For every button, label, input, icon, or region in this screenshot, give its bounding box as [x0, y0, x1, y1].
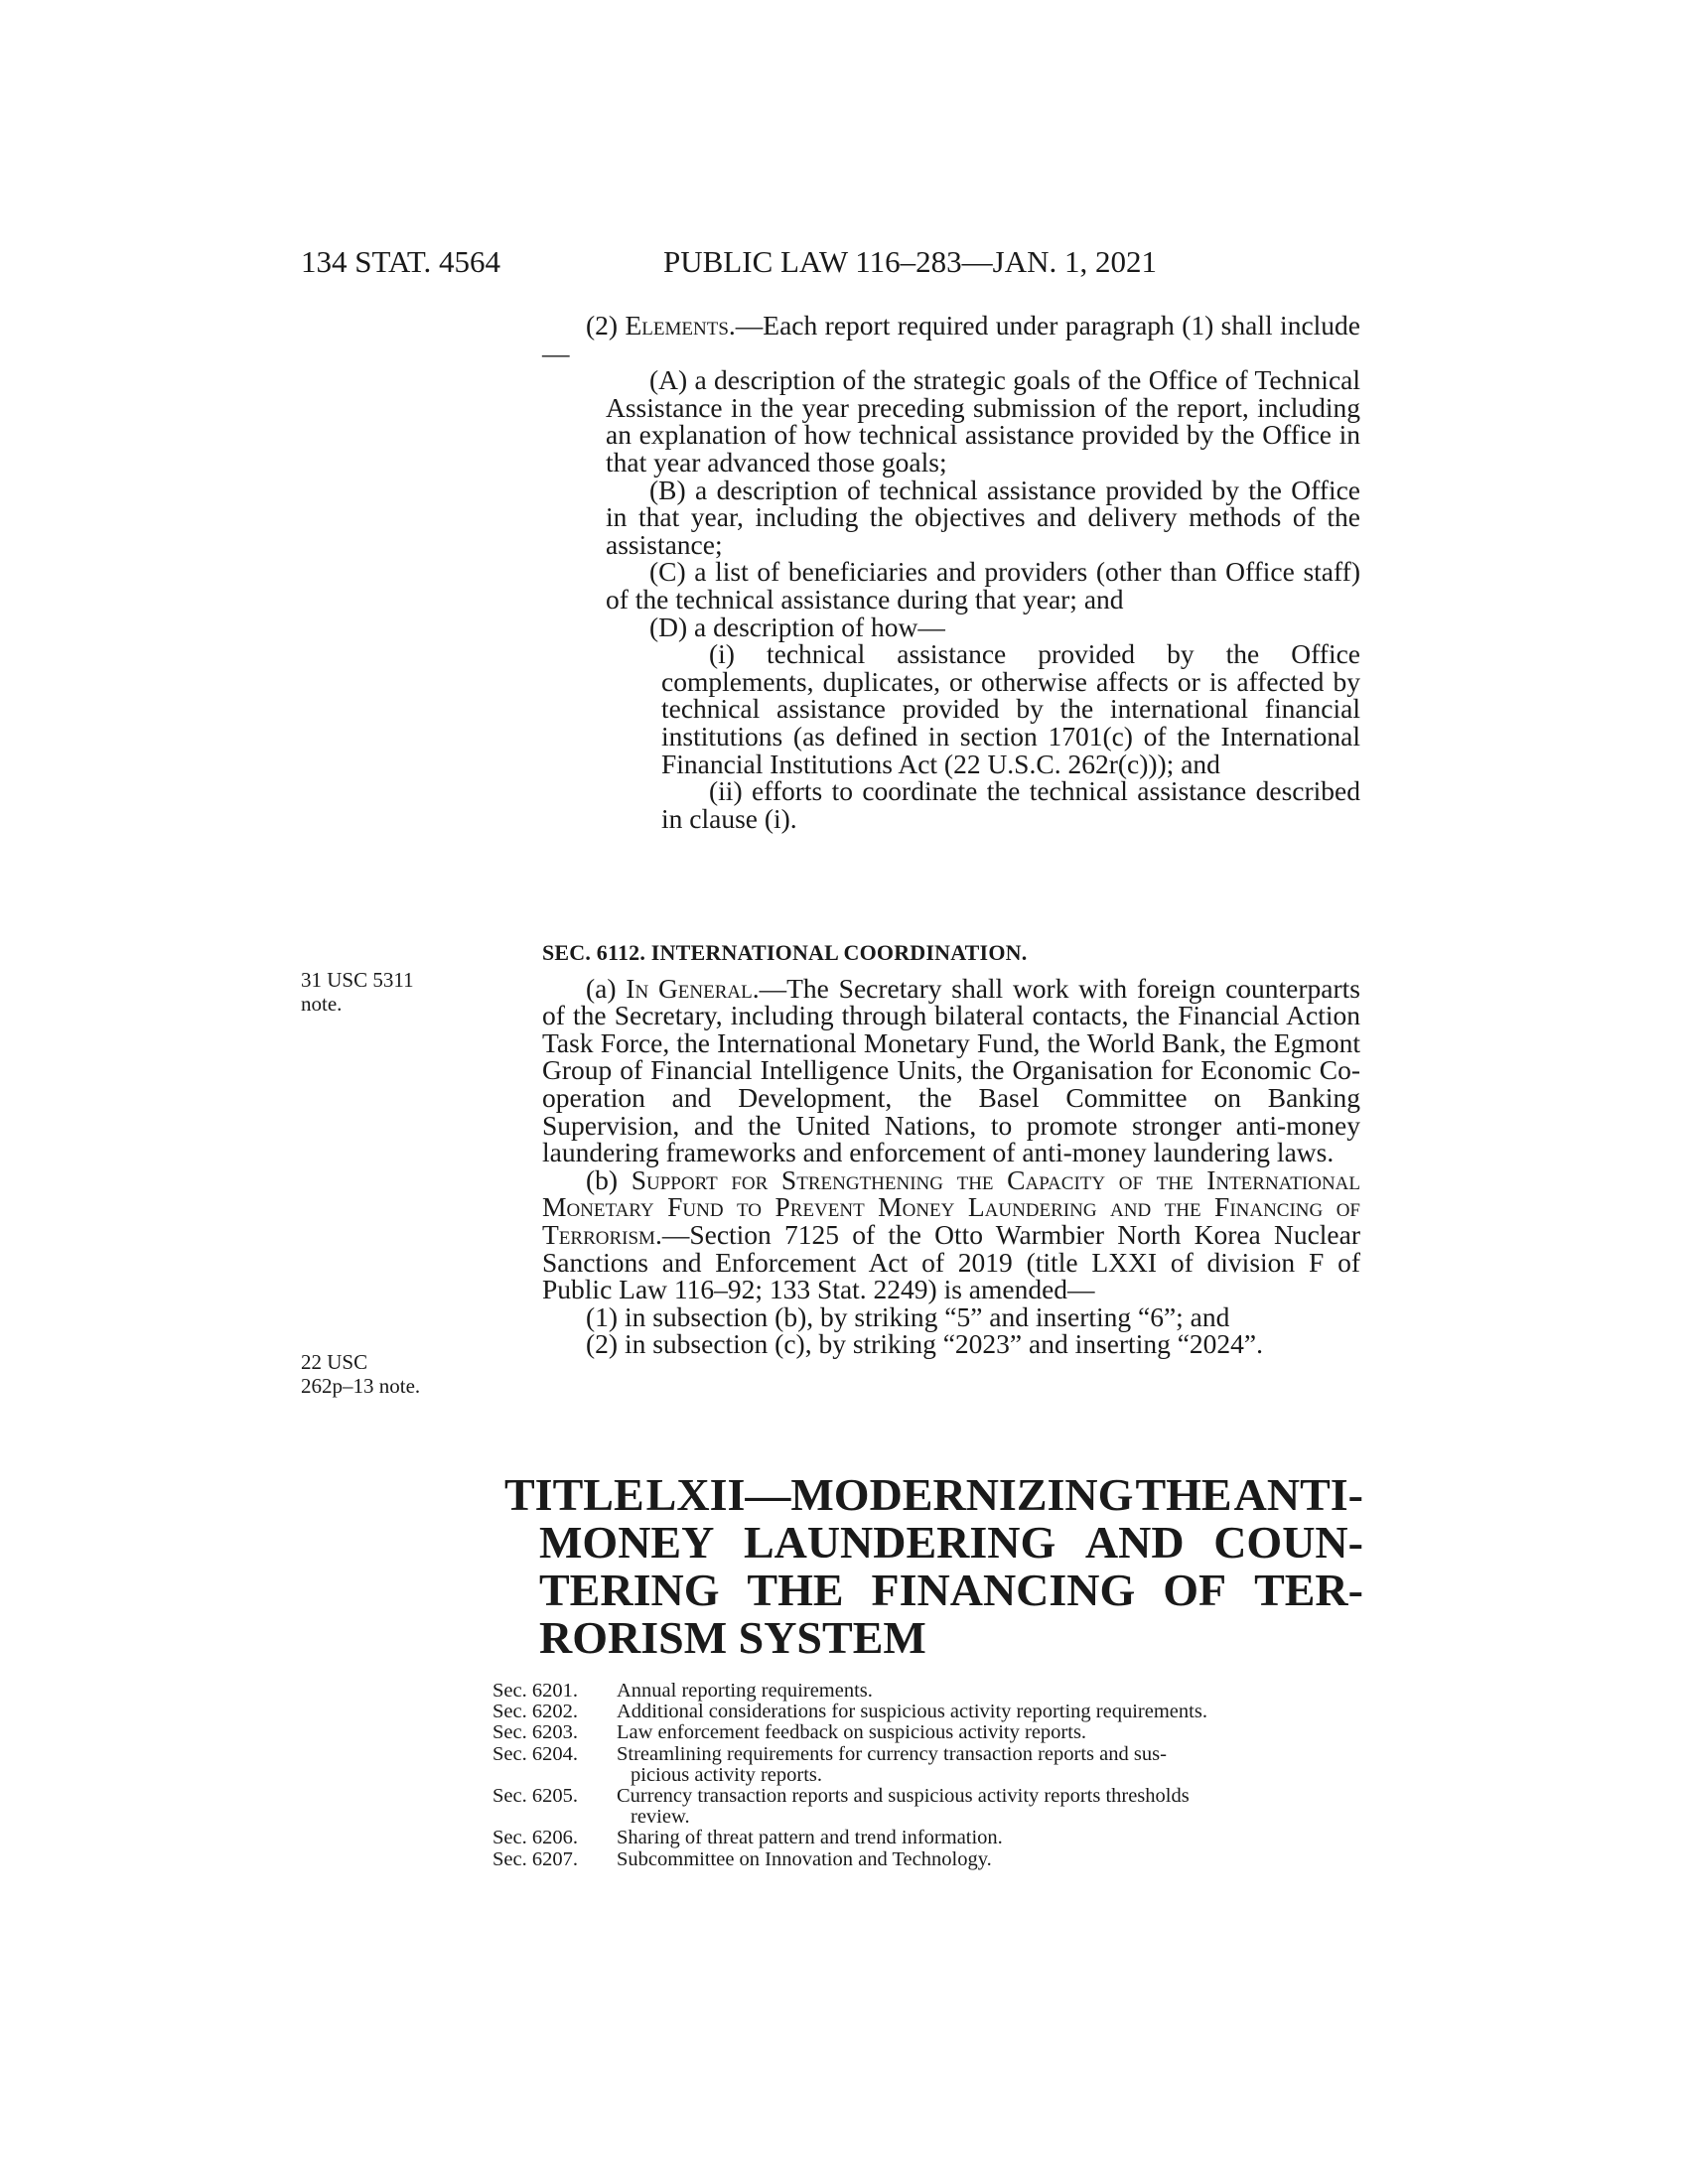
toc-entry — [492, 1681, 1362, 1702]
toc-entry — [492, 1744, 1362, 1786]
toc-section-title: Law enforcement feedback on suspicious activity reports. — [617, 1721, 1087, 1744]
elements-heading: Elements — [625, 310, 729, 341]
title-word: LAUNDERING — [743, 1517, 1056, 1568]
subsection-a: (a) In General.—The Secretary shall work with foreign counterparts of the Secretary, including through bilateral contacts, the Financial Action Task Force, the International Monetary Fund, the World Bank, the Egmont Group of Financial Intelligence Units, the Organisation for Economic Co-operation and Development, the Basel Committee on Banking Supervision, and the United Nations, to promote stronger anti-money laundering frameworks and enforcement of anti-money laundering laws. — [542, 972, 1360, 1168]
toc-section-number: Sec. 6203. — [492, 1721, 578, 1744]
title-word: THE — [747, 1565, 844, 1615]
elements-section — [542, 312, 1360, 832]
title-word: TER- — [1254, 1565, 1363, 1615]
subsection-a-heading: In General — [626, 972, 753, 1004]
title-word: AND — [1084, 1517, 1185, 1568]
margin-note-31-usc: 31 USC 5311 note. — [301, 968, 414, 1016]
section-heading: SEC. 6112. INTERNATIONAL COORDINATION. — [542, 940, 1028, 965]
toc-section-title: Streamlining requirements for currency transaction reports and sus- picious activity reports. — [617, 1742, 1167, 1786]
toc-section-number: Sec. 6204. — [492, 1742, 578, 1765]
elements-intro: (2) Elements.—Each report required under paragraph (1) shall include— — [542, 310, 1360, 368]
element-d-ii: (ii) efforts to coordinate the technical assistance described in clause (i). — [661, 775, 1360, 834]
paragraph-b-2: (2) in subsection (c), by striking “2023” and inserting “2024”. — [586, 1328, 1263, 1360]
toc-section-title: Currency transaction reports and suspicious activity reports thresholds review. — [617, 1785, 1190, 1829]
toc-section-number: Sec. 6202. — [492, 1701, 578, 1723]
toc-section-number: Sec. 6207. — [492, 1847, 578, 1870]
element-d-i: (i) technical assistance provided by the Office complements, duplicates, or otherwise affects or is affected by technical assistance provided by the international financial institutions (as defined in section 1701(c) of the International Financial Institutions Act (22 U.S.C. 262r(c))); and — [661, 638, 1360, 779]
toc-entry — [492, 1786, 1362, 1828]
title-word: ANTI- — [1233, 1469, 1363, 1520]
title-word: MONEY — [539, 1517, 715, 1568]
toc-section-number: Sec. 6201. — [492, 1680, 578, 1702]
element-a: (A) a description of the strategic goals of the Office of Technical Assistance in the year preceding submission of the report, including an explanation of how technical assistance provided by the Office in that year advanced those goals; — [606, 364, 1360, 478]
element-d: (D) a description of how— — [649, 611, 945, 642]
running-head: PUBLIC LAW 116–283—JAN. 1, 2021 — [663, 244, 1157, 279]
title-word: OF — [1163, 1565, 1227, 1615]
toc-entry — [492, 1702, 1362, 1722]
title-word: TITLE — [504, 1469, 644, 1520]
element-c: (C) a list of beneficiaries and providers (other than Office staff) of the technical assistance during that year; and — [606, 556, 1360, 614]
title-word: THE — [1135, 1469, 1232, 1520]
subsection-b-heading: Support for Strengthening the Capacity of the International Monetary Fund to Prevent Money Laundering and the Financing of Terrorism — [542, 1163, 1360, 1250]
section-6112 — [542, 925, 1360, 1358]
toc-section-title: Sharing of threat pattern and trend information. — [617, 1827, 1003, 1849]
title-line-3 — [504, 1567, 1363, 1614]
toc-entry — [492, 1828, 1362, 1848]
title-line-4: RORISM SYSTEM — [539, 1612, 926, 1663]
title-word: COUN- — [1213, 1517, 1363, 1568]
title-heading — [504, 1471, 1363, 1662]
toc-entry — [492, 1849, 1362, 1870]
title-word: TERING — [539, 1565, 720, 1615]
toc-section-title: Annual reporting requirements. — [617, 1680, 873, 1702]
toc-section-title: Subcommittee on Innovation and Technology. — [617, 1847, 992, 1870]
title-word: FINANCING — [871, 1565, 1136, 1615]
toc-section-number: Sec. 6205. — [492, 1785, 578, 1808]
element-b: (B) a description of technical assistance provided by the Office in that year, including the objectives and delivery methods of the assistance; — [606, 474, 1360, 560]
toc-entry — [492, 1722, 1362, 1743]
title-line-1 — [504, 1471, 1363, 1519]
title-word: LXII—MODERNIZING — [645, 1469, 1134, 1520]
title-line-2 — [504, 1519, 1363, 1567]
subsection-b: (b) Support for Strengthening the Capacity of the International Monetary Fund to Prevent Money Laundering and the Financing of Terrorism.—Section 7125 of the Otto Warmbier North Korea Nuclear Sanctions and Enforcement Act of 2019 (title LXXI of division F of Public Law 116–92; 133 Stat. 2249) is amended— — [542, 1163, 1360, 1305]
toc-section-number: Sec. 6206. — [492, 1827, 578, 1849]
toc-section-title: Additional considerations for suspicious activity reporting requirements. — [617, 1701, 1207, 1723]
table-of-contents — [492, 1681, 1362, 1870]
paragraph-b-1: (1) in subsection (b), by striking “5” and inserting “6”; and — [586, 1300, 1230, 1332]
statute-page-number: 134 STAT. 4564 — [301, 244, 501, 279]
margin-note-22-usc: 22 USC 262p–13 note. — [301, 1350, 421, 1398]
